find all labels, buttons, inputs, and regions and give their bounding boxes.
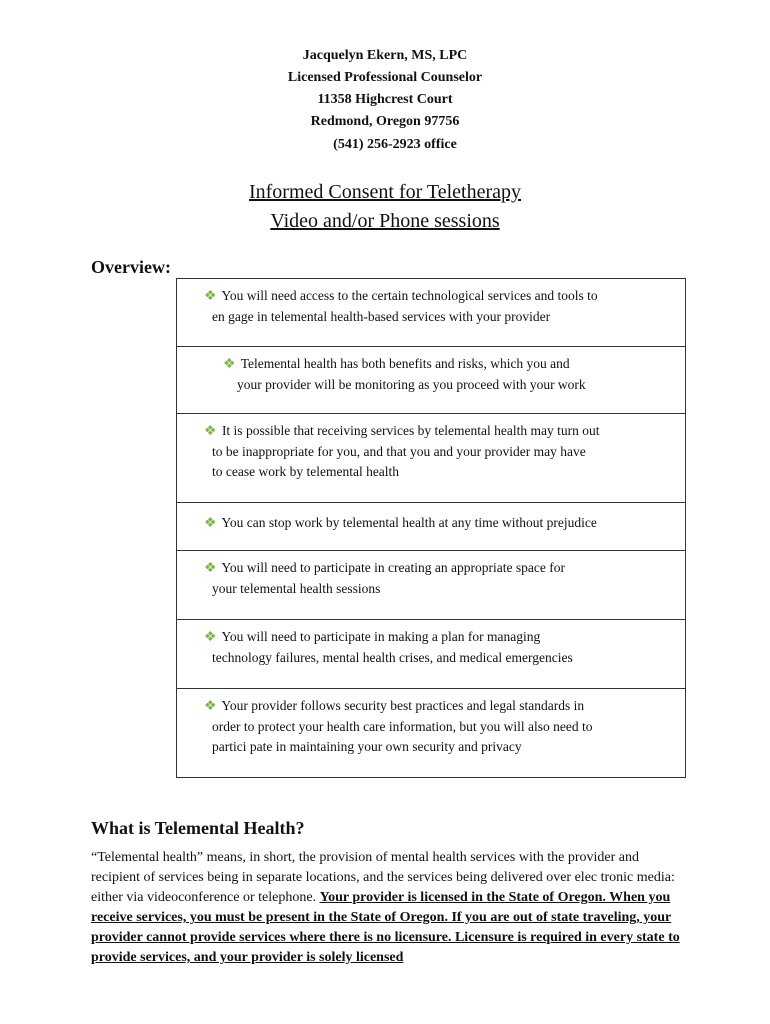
- address-line-2: Redmond, Oregon 97756: [310, 114, 460, 129]
- overview-item: ❖ It is possible that receiving services by telemental health may turn out to be inappropriate for you, and that you and your provider may have to cease work by telemental health: [177, 414, 686, 503]
- diamond-bullet-icon: ❖: [204, 630, 217, 645]
- overview-item: ❖ You will need to participate in making a plan for managing technology failures, mental health crises, and medical emergencies: [177, 620, 686, 689]
- overview-item: ❖ You can stop work by telemental health at any time without prejudice: [177, 503, 686, 551]
- diamond-bullet-icon: ❖: [204, 699, 217, 714]
- diamond-bullet-icon: ❖: [223, 357, 236, 372]
- section-paragraph: [91, 848, 691, 968]
- title-line-1: Informed Consent for Teletherapy: [248, 181, 522, 203]
- diamond-bullet-icon: ❖: [204, 516, 217, 531]
- paragraph-emphasis: Your provider is licensed in the State of Oregon. When you receive services, you must be present in the State of Oregon. If you are out of state traveling, your provider cannot provide services where there is no licensure. Licensure is required in every state to provide services, and your provider is solely licensed: [91, 890, 680, 965]
- provider-name: Jacquelyn Ekern, MS, LPC: [302, 48, 468, 63]
- overview-item: ❖ Your provider follows security best practices and legal standards in order to protect your health care information, but you will also need to partici pate in maintaining your own security and privacy: [177, 689, 686, 778]
- title-line-2: Video and/or Phone sessions: [270, 210, 500, 232]
- overview-item: ❖ Telemental health has both benefits and risks, which you and your provider will be monitoring as you proceed with your work: [177, 347, 686, 414]
- overview-item: ❖ You will need access to the certain technological services and tools to en gage in telemental health-based services with your provider: [177, 279, 686, 347]
- letterhead: [0, 45, 770, 156]
- phone-number: (541) 256-2923 office: [333, 137, 457, 152]
- overview-item: ❖ You will need to participate in creating an appropriate space for your telemental health sessions: [177, 551, 686, 620]
- provider-title: Licensed Professional Counselor: [287, 70, 483, 85]
- diamond-bullet-icon: ❖: [204, 289, 217, 304]
- address-line-1: 11358 Highcrest Court: [317, 92, 453, 107]
- section-heading: What is Telemental Health?: [91, 818, 305, 838]
- overview-table: [176, 278, 686, 778]
- document-title: [0, 178, 770, 236]
- paragraph-text: “Telemental health” means, in short, the provision of mental health services with the provider and recipient of services being in separate locations, and the services being delivered over elec tronic media: either via videoconference or telephone.: [91, 850, 675, 905]
- diamond-bullet-icon: ❖: [204, 561, 217, 576]
- overview-heading: Overview:: [91, 257, 171, 277]
- diamond-bullet-icon: ❖: [204, 424, 217, 439]
